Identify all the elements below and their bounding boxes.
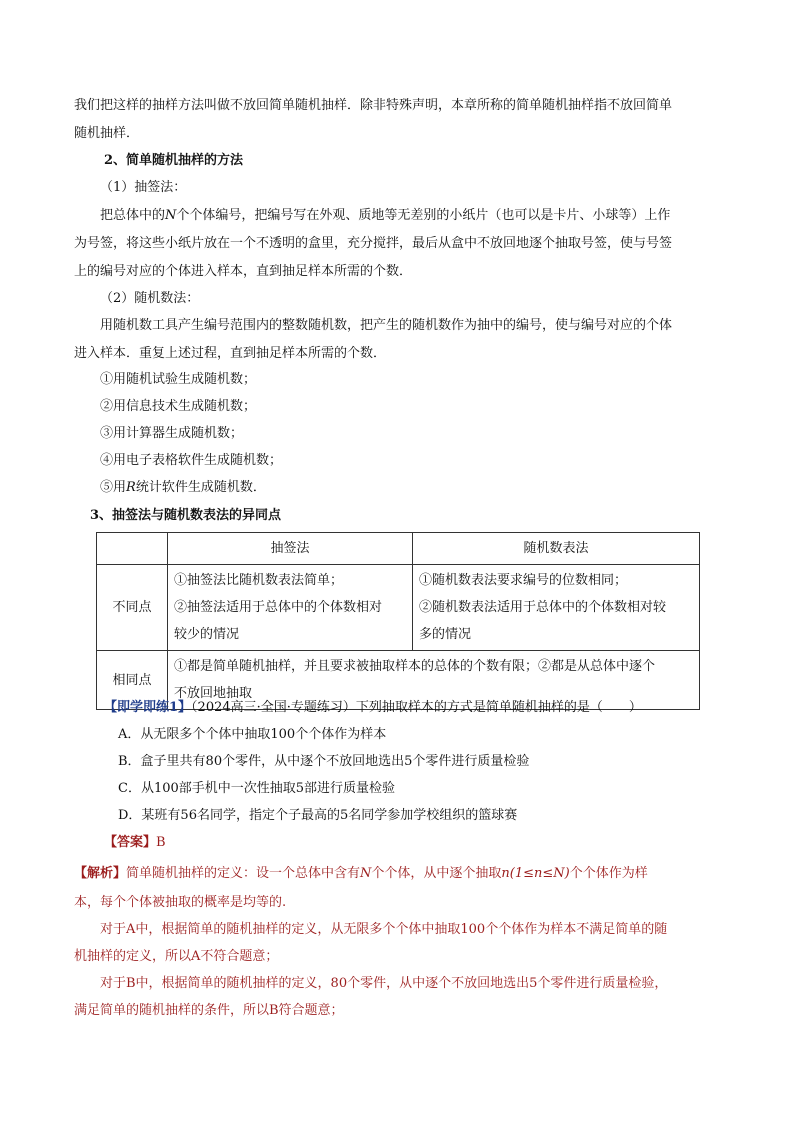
analysis-formula: n(1≤n≤N) <box>501 866 570 881</box>
exercise-tag: 【即学即练1】 <box>104 700 192 715</box>
table-cell-diff-random: ①随机数表法要求编号的位数相同； ②随机数表法适用于总体中的个体数相对较 多的情况 <box>413 565 700 651</box>
analysis-line-2: 本，每个个体被抽取的概率是均等的. <box>74 895 287 910</box>
intro-line-2: 随机抽样． <box>74 126 140 141</box>
variable-N: N <box>165 208 177 223</box>
analysis-a-line-1: 对于A中，根据简单的随机抽样的定义，从无限多个个体中抽取100个个体作为样本不满足简单的随 <box>100 922 668 937</box>
table-header-random: 随机数表法 <box>413 533 700 565</box>
table-cell-diff-lottery: ①抽签法比随机数表法简单； ②抽签法适用于总体中的个体数相对 较少的情况 <box>168 565 413 651</box>
analysis-line-1: 【解析】简单随机抽样的定义：设一个总体中含有N个个体，从中逐个抽取n(1≤n≤N)个个体作为样 <box>74 866 648 881</box>
lottery-line-2: 为号签，将这些小纸片放在一个不透明的盒里，充分搅拌，最后从盒中不放回地逐个抽取号签，使与号签 <box>74 236 673 251</box>
section-3-heading: 3、抽签法与随机数表法的异同点 <box>90 508 282 523</box>
section-2-heading: 2、简单随机抽样的方法 <box>104 153 244 168</box>
table-cell-same: ①都是简单随机抽样，并且要求被抽取样本的总体的个数有限；②都是从总体中逐个 不放回地抽取 <box>168 651 700 710</box>
random-label: （2）随机数法： <box>100 291 200 306</box>
option-d: D．某班有56名同学，指定个子最高的5名同学参加学校组织的篮球赛 <box>118 808 518 823</box>
random-line-1: 用随机数工具产生编号范围内的整数随机数，把产生的随机数作为抽中的编号，使与编号对应的个体 <box>100 318 673 333</box>
random-item-4: ④用电子表格软件生成随机数； <box>100 453 283 468</box>
comparison-table <box>96 532 700 710</box>
analysis-b-line-2: 满足简单的随机抽样的条件，所以B符合题意； <box>74 1003 344 1018</box>
answer-tag: 【答案】 <box>104 835 157 850</box>
table-corner-cell <box>97 533 168 565</box>
answer <box>104 833 166 853</box>
table-row-diff <box>97 565 700 651</box>
variable-R: R <box>126 480 136 495</box>
random-item-3: ③用计算器生成随机数； <box>100 426 244 441</box>
exercise-prompt: 【即学即练1】（2024高三·全国·专题练习）下列抽取样本的方式是简单随机抽样的是（ ） <box>104 700 642 715</box>
intro-line-1: 我们把这样的抽样方法叫做不放回简单随机抽样．除非特殊声明，本章所称的简单随机抽样指不放回简单 <box>74 98 673 113</box>
random-line-2: 进入样本．重复上述过程，直到抽足样本所需的个数． <box>74 346 387 361</box>
option-a: A．从无限多个个体中抽取100个个体作为样本 <box>118 727 387 742</box>
lottery-line-3: 上的编号对应的个体进入样本，直到抽足样本所需的个数． <box>74 264 413 279</box>
table-header-lottery: 抽签法 <box>168 533 413 565</box>
option-c: C．从100部手机中一次性抽取5部进行质量检验 <box>118 781 396 796</box>
option-b: B．盒子里共有80个零件，从中逐个不放回地选出5个零件进行质量检验 <box>118 754 530 769</box>
random-item-2: ②用信息技术生成随机数； <box>100 399 257 414</box>
lottery-label: （1）抽签法： <box>100 180 187 195</box>
random-item-5: ⑤用R统计软件生成随机数． <box>100 480 266 495</box>
analysis-a-line-2: 机抽样的定义，所以A不符合题意； <box>74 949 279 964</box>
lottery-line-1: 把总体中的N个个体编号，把编号写在外观、质地等无差别的小纸片（也可以是卡片、小球等）上作 <box>100 208 671 223</box>
table-label-diff: 不同点 <box>97 565 168 651</box>
analysis-b-line-1: 对于B中，根据简单的随机抽样的定义，80个零件，从中逐个不放回地选出5个零件进行质量检验， <box>100 976 668 991</box>
table-label-same: 相同点 <box>97 651 168 710</box>
table-header-row <box>97 533 700 565</box>
analysis-tag: 【解析】 <box>74 866 127 881</box>
random-item-1: ①用随机试验生成随机数； <box>100 372 257 387</box>
answer-value: B <box>156 835 166 850</box>
